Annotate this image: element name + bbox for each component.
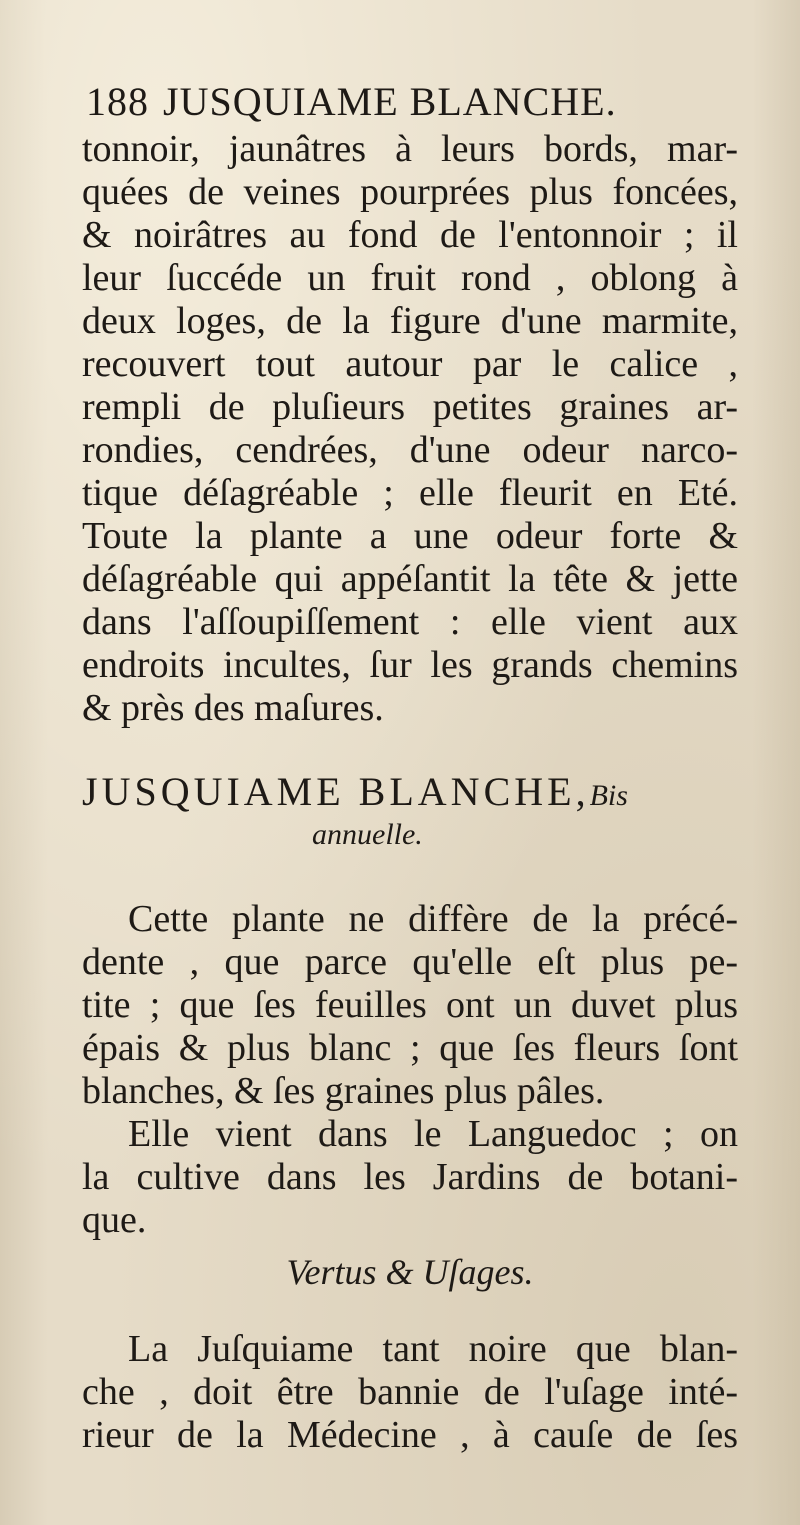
text-line: tite ; que ſes feuilles ont un duvet plus (82, 984, 738, 1026)
text-line: tonnoir, jaunâtres à leurs bords, mar- (82, 128, 738, 170)
text-line: que. (82, 1199, 147, 1241)
species-qualifier-continued: annuelle. (312, 818, 423, 851)
text-line: tique déſagréable ; elle fleurit en Eté. (82, 472, 738, 514)
text-line: rempli de pluſieurs petites graines ar- (82, 386, 738, 428)
text-line: La Juſquiame tant noire que blan- (128, 1328, 738, 1370)
paragraph-habitat (82, 1113, 738, 1242)
text-line: quées de veines pourprées plus foncées, (82, 171, 738, 213)
page-number: 188 (86, 79, 149, 124)
paragraph-virtues (82, 1328, 738, 1457)
section-heading: Vertus & Uſages. (286, 1252, 534, 1292)
text-line: rondies, cendrées, d'une odeur narco- (82, 429, 738, 471)
text-line: che , doit être bannie de l'uſage inté- (82, 1371, 738, 1413)
running-title: JUSQUIAME BLANCHE. (163, 79, 617, 124)
species-name: JUSQUIAME BLANCHE, (82, 769, 590, 814)
text-line: deux loges, de la figure d'une marmite, (82, 300, 738, 342)
text-line: leur ſuccéde un fruit rond , oblong à (82, 257, 738, 299)
paragraph-description-continued (82, 128, 738, 730)
text-line: & noirâtres au fond de l'entonnoir ; il (82, 214, 738, 256)
spacer (82, 854, 738, 898)
text-line: Cette plante ne diffère de la précé- (128, 898, 738, 940)
paragraph-comparison (82, 898, 738, 1113)
text-line: blanches, & ſes graines plus pâles. (82, 1070, 605, 1112)
species-heading (82, 768, 738, 816)
text-line: épais & plus blanc ; que ſes fleurs ſont (82, 1027, 738, 1069)
running-head (86, 76, 738, 128)
text-line: & près des maſures. (82, 687, 384, 729)
text-line: dans l'aſſoupiſſement : elle vient aux (82, 601, 738, 643)
text-line: Elle vient dans le Languedoc ; on (128, 1113, 738, 1155)
text-line: Toute la plante a une odeur forte & (82, 515, 738, 557)
species-qualifier: Bis (589, 779, 628, 812)
text-line: rieur de la Médecine , à cauſe de ſes (82, 1414, 738, 1456)
text-line: endroits incultes, ſur les grands chemins (82, 644, 738, 686)
text-line: déſagréable qui appéſantit la tête & jette (82, 558, 738, 600)
text-line: la cultive dans les Jardins de botani- (82, 1156, 738, 1198)
text-line: recouvert tout autour par le calice , (82, 343, 738, 385)
text-line: dente , que parce qu'elle eſt plus pe- (82, 941, 738, 983)
book-page (82, 76, 738, 1457)
